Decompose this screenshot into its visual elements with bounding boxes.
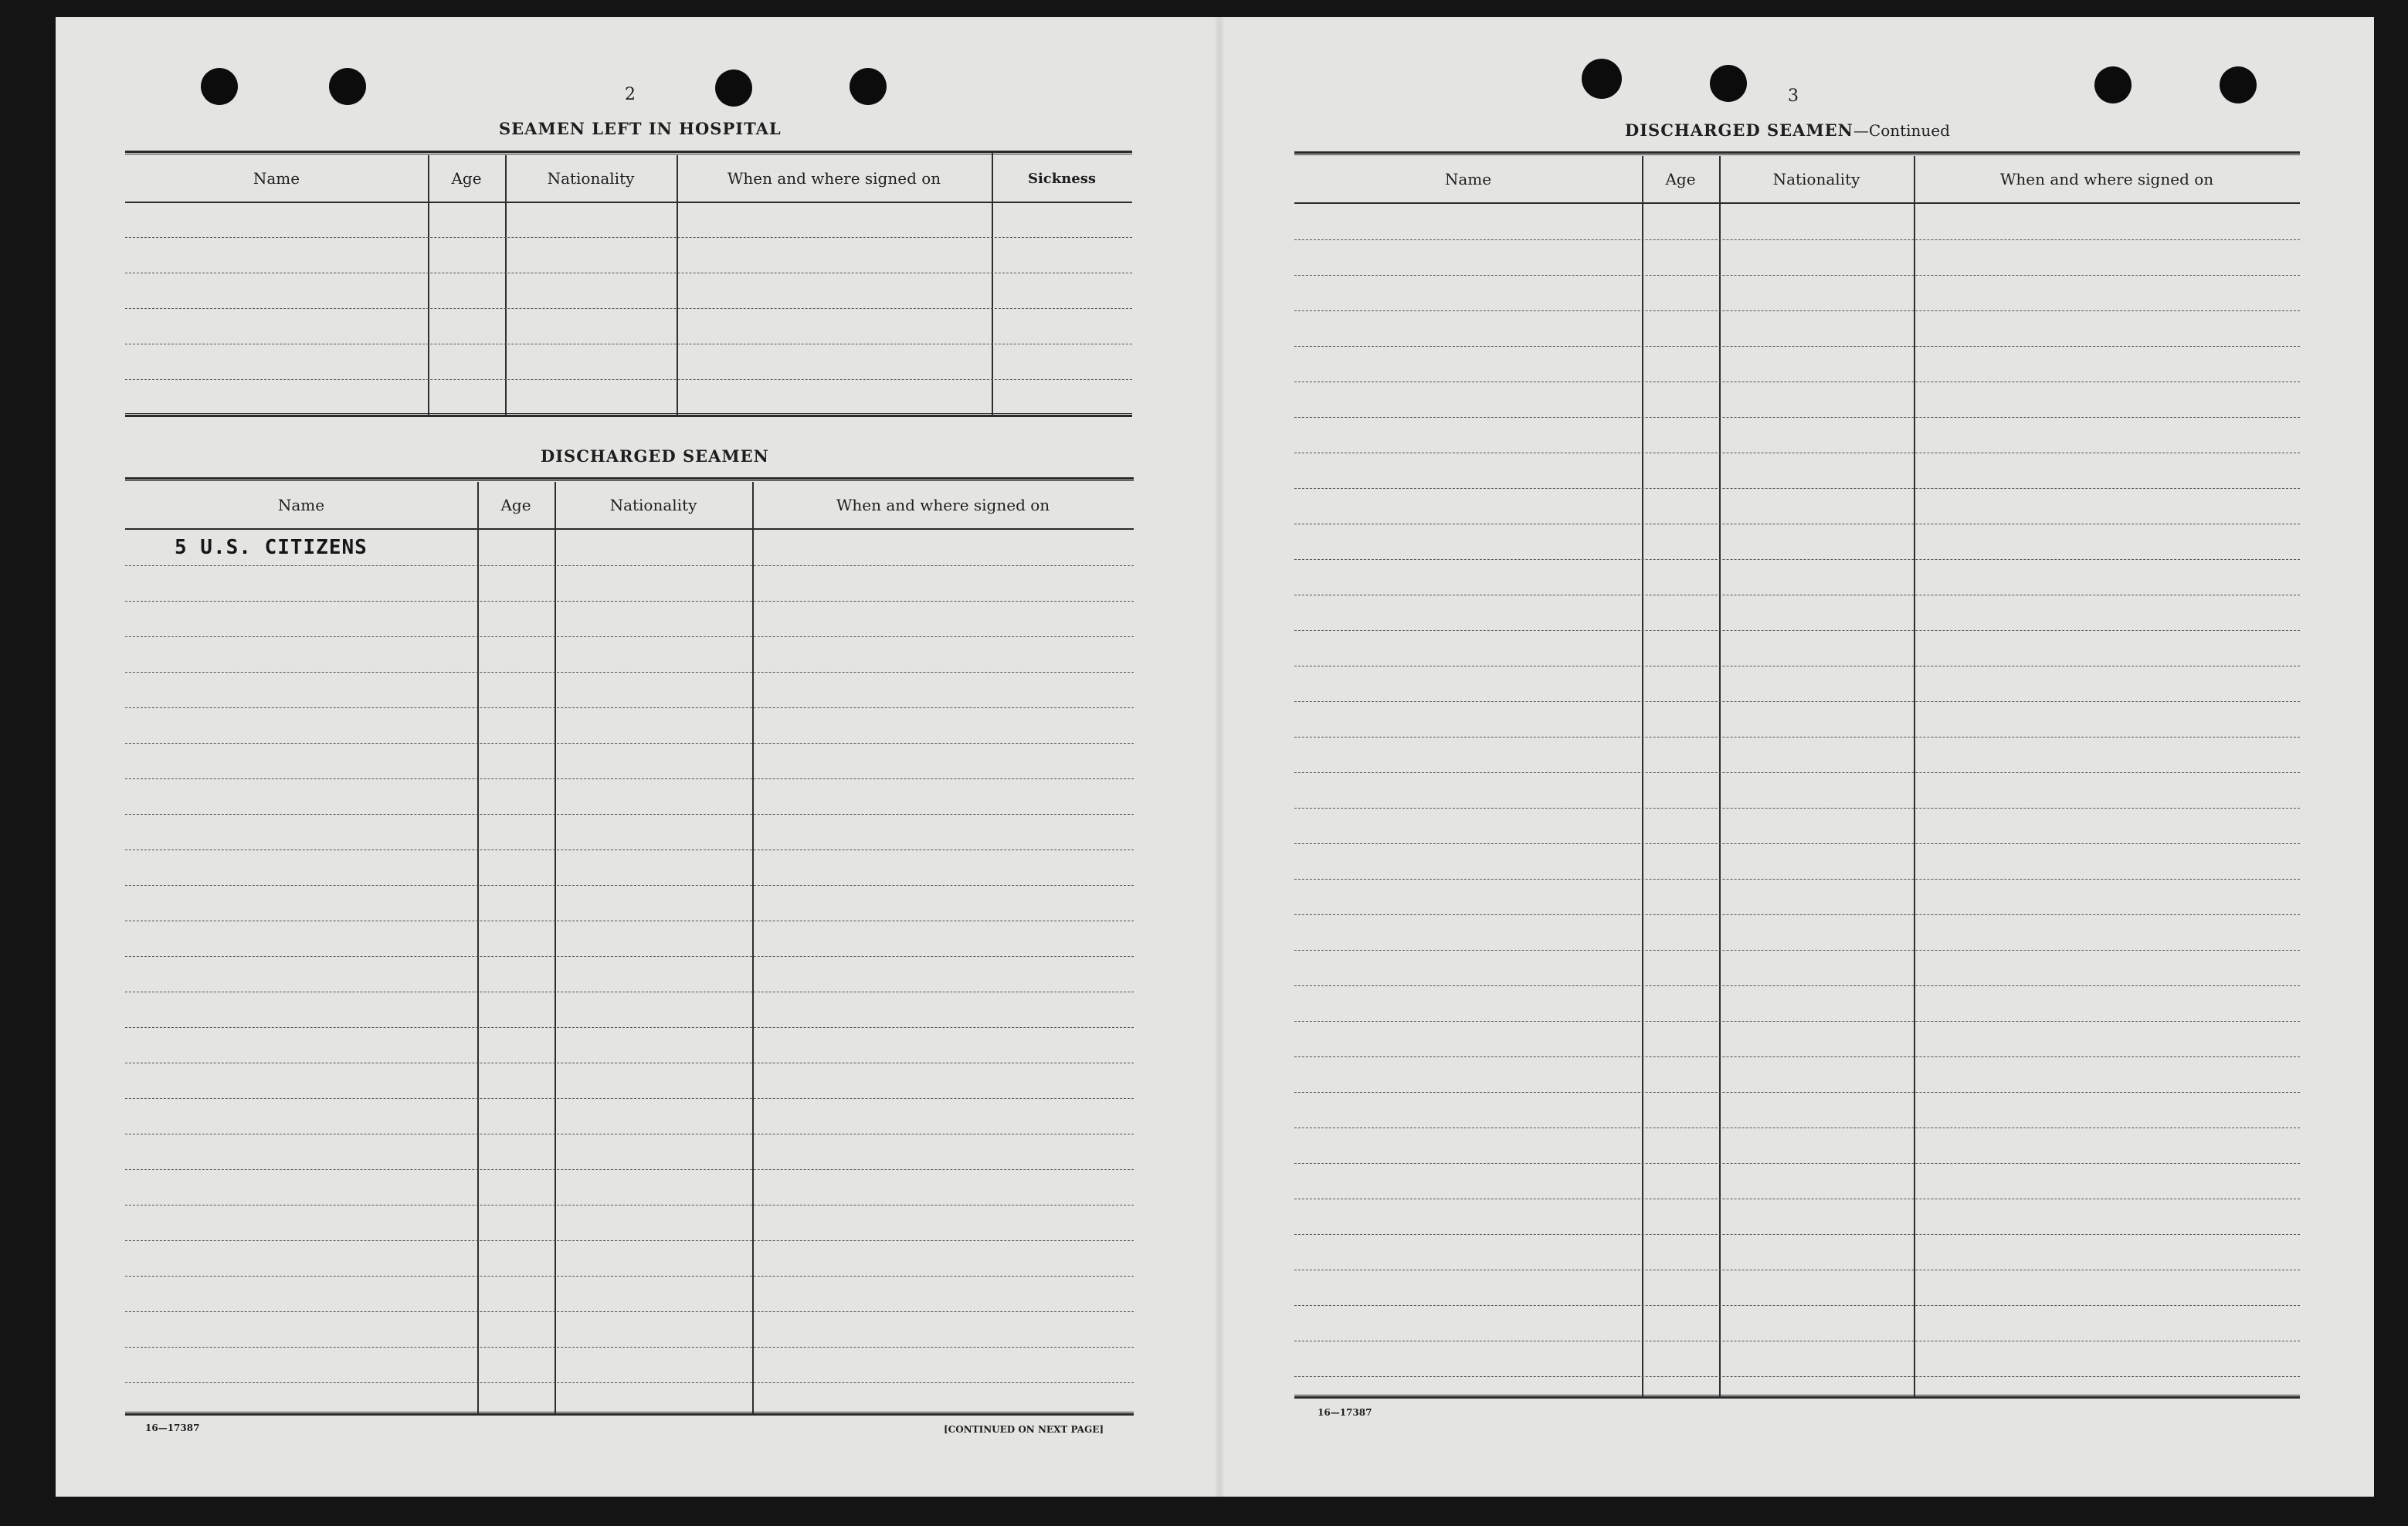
column-header: Name [277, 496, 325, 514]
column-header: Age [451, 169, 482, 188]
column-header: Sickness [1027, 170, 1097, 187]
column-header: When and where signed on [1999, 170, 2214, 188]
column-header: Nationality [609, 496, 697, 514]
typed-entry: 5 U.S. CITIZENS [175, 536, 368, 559]
column-header: Nationality [1772, 170, 1860, 188]
right-page [1225, 0, 2383, 1526]
form-number: 16—17387 [145, 1423, 200, 1433]
form-number: 16—17387 [1318, 1407, 1372, 1418]
section-title-text: DISCHARGED SEAMEN [1625, 120, 1853, 140]
section-title-discharged: DISCHARGED SEAMEN [541, 446, 769, 466]
discharged-table [125, 477, 1134, 1418]
column-header: Nationality [547, 169, 635, 188]
hospital-table [125, 151, 1132, 421]
page-number: 3 [1788, 86, 1799, 106]
continued-note: [CONTINUED ON NEXT PAGE] [944, 1424, 1104, 1435]
column-header: Age [500, 496, 531, 514]
column-header: Age [1665, 170, 1696, 188]
section-title-discharged-continued [1625, 120, 1950, 140]
section-title-hospital: SEAMEN LEFT IN HOSPITAL [499, 119, 782, 138]
page-number: 2 [625, 85, 636, 104]
discharged-continued-table [1294, 151, 2300, 1401]
section-title-suffix: —Continued [1853, 121, 1950, 140]
center-fold [1214, 17, 1225, 1497]
column-header: When and where signed on [836, 496, 1050, 514]
column-header: Name [253, 169, 300, 188]
column-header: Name [1444, 170, 1492, 188]
column-header: When and where signed on [727, 169, 941, 188]
